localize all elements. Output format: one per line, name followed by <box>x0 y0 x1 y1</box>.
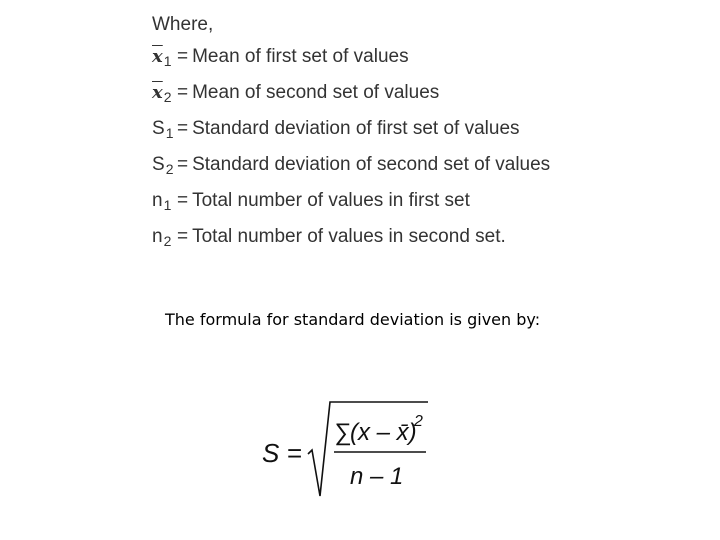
definition-text: Mean of first set of values <box>192 46 409 67</box>
symbol-subscript: 2 <box>163 233 172 249</box>
symbol-s-2 <box>152 150 174 184</box>
symbol-subscript: 1 <box>163 53 172 69</box>
formula-lhs: S = <box>262 438 302 468</box>
sum-symbol: ∑ <box>334 419 352 446</box>
equals-sign: = <box>177 154 189 175</box>
symbol-subscript: 1 <box>165 125 174 141</box>
definition-sd-2 <box>152 150 550 186</box>
definition-text: Total number of values in second set. <box>192 226 506 247</box>
formula-numerator: (x – x̄) <box>350 419 417 446</box>
formula-graphic <box>258 396 438 506</box>
equals-sign: = <box>177 82 189 103</box>
equals-sign: = <box>177 118 189 139</box>
formula-caption: The formula for standard deviation is given by: <box>165 310 541 329</box>
definitions-block <box>152 10 550 258</box>
symbol-x-bar-1 <box>152 42 174 76</box>
symbol-letter: n <box>152 190 163 211</box>
equals-sign: = <box>177 226 189 247</box>
definition-text: Standard deviation of first set of values <box>192 118 520 139</box>
standard-deviation-formula <box>258 396 438 511</box>
definition-sd-1 <box>152 114 550 150</box>
definition-n-2 <box>152 222 550 258</box>
symbol-letter: $\overline{x}$ <box>152 46 163 67</box>
symbol-letter: $\overline{x}$ <box>152 82 163 103</box>
symbol-x-bar-2 <box>152 78 174 112</box>
formula-denominator: n – 1 <box>350 463 404 490</box>
equals-sign: = <box>177 190 189 211</box>
symbol-letter: S <box>152 118 165 139</box>
definition-n-1 <box>152 186 550 222</box>
symbol-subscript: 2 <box>165 161 174 177</box>
symbol-s-1 <box>152 114 174 148</box>
definition-text: Mean of second set of values <box>192 82 440 103</box>
definitions-intro: Where, <box>152 14 214 35</box>
equals-sign: = <box>177 46 189 67</box>
symbol-subscript: 2 <box>163 89 172 105</box>
definition-mean-2 <box>152 78 550 114</box>
symbol-letter: n <box>152 226 163 247</box>
symbol-letter: S <box>152 154 165 175</box>
symbol-subscript: 1 <box>163 197 172 213</box>
definition-text: Total number of values in first set <box>192 190 470 211</box>
definition-mean-1 <box>152 42 550 78</box>
definition-text: Standard deviation of second set of values <box>192 154 551 175</box>
symbol-n-2 <box>152 222 174 256</box>
formula-exponent: 2 <box>414 413 423 430</box>
symbol-n-1 <box>152 186 174 220</box>
